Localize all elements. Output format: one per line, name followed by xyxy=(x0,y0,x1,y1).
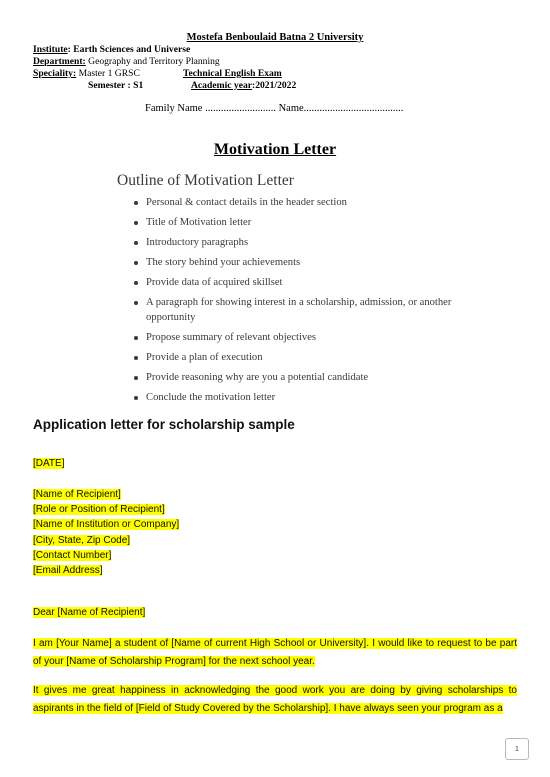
list-item: Provide data of acquired skillset xyxy=(133,275,463,290)
recipient-line: [Contact Number] xyxy=(33,549,112,561)
recipient-line: [Email Address] xyxy=(33,565,103,577)
salutation: Dear [Name of Recipient] xyxy=(33,607,146,618)
recipient-line: [Name of Recipient] xyxy=(33,489,121,500)
list-item: Propose summary of relevant objectives xyxy=(133,330,463,345)
paragraph-1: I am [Your Name] a student of [Name of current High School or University]. I would like to request to be part of your [Name of Scholarship Program] for the next school year. xyxy=(33,638,517,667)
exam-title: Technical English Exam xyxy=(183,68,282,79)
outline-list xyxy=(133,195,463,410)
list-item: Provide reasoning why are you a potential candidate xyxy=(133,370,463,385)
department-value: Geography and Territory Planning xyxy=(85,56,220,67)
semester: Semester : S1 xyxy=(88,80,144,91)
recipient-line: [Role or Position of Recipient] xyxy=(33,504,165,516)
date-placeholder: [DATE] xyxy=(33,458,65,469)
outline-heading: Outline of Motivation Letter xyxy=(117,172,294,189)
department-line xyxy=(33,56,220,68)
institute-value: : Earth Sciences and Universe xyxy=(67,44,191,55)
institute-line xyxy=(33,44,190,56)
list-item: Title of Motivation letter xyxy=(133,215,463,230)
paragraph-2: It gives me great happiness in acknowledging the good work you are doing by giving scholarships to aspirants in the field of [Field of Study Covered by the Scholarship]. I have always seen your program as a xyxy=(33,685,517,714)
list-item: Conclude the motivation letter xyxy=(133,390,463,405)
list-item: Personal & contact details in the header section xyxy=(133,195,463,210)
university-name: Mostefa Benboulaid Batna 2 University xyxy=(186,32,364,43)
recipient-line: [Name of Institution or Company] xyxy=(33,519,180,531)
list-item: Introductory paragraphs xyxy=(133,235,463,250)
page-number: 1 xyxy=(505,738,529,760)
recipient-block xyxy=(33,487,179,578)
institute-label: Institute xyxy=(33,44,68,55)
recipient-line: [City, State, Zip Code] xyxy=(33,534,131,546)
speciality-label: Speciality: xyxy=(33,68,77,79)
sample-heading: Application letter for scholarship sample xyxy=(33,417,295,432)
family-name-line: Family Name ........................... Name...................................... xyxy=(145,103,404,114)
list-item: Provide a plan of execution xyxy=(133,350,463,365)
list-item: A paragraph for showing interest in a scholarship, admission, or another opportunity xyxy=(133,295,463,326)
academic-year: Academic year:2021/2022 xyxy=(191,80,297,91)
speciality-line xyxy=(33,68,140,80)
document-title: Motivation Letter xyxy=(213,141,337,158)
speciality-value: Master 1 GRSC xyxy=(76,68,140,79)
list-item: The story behind your achievements xyxy=(133,255,463,270)
department-label: Department: xyxy=(33,56,86,67)
